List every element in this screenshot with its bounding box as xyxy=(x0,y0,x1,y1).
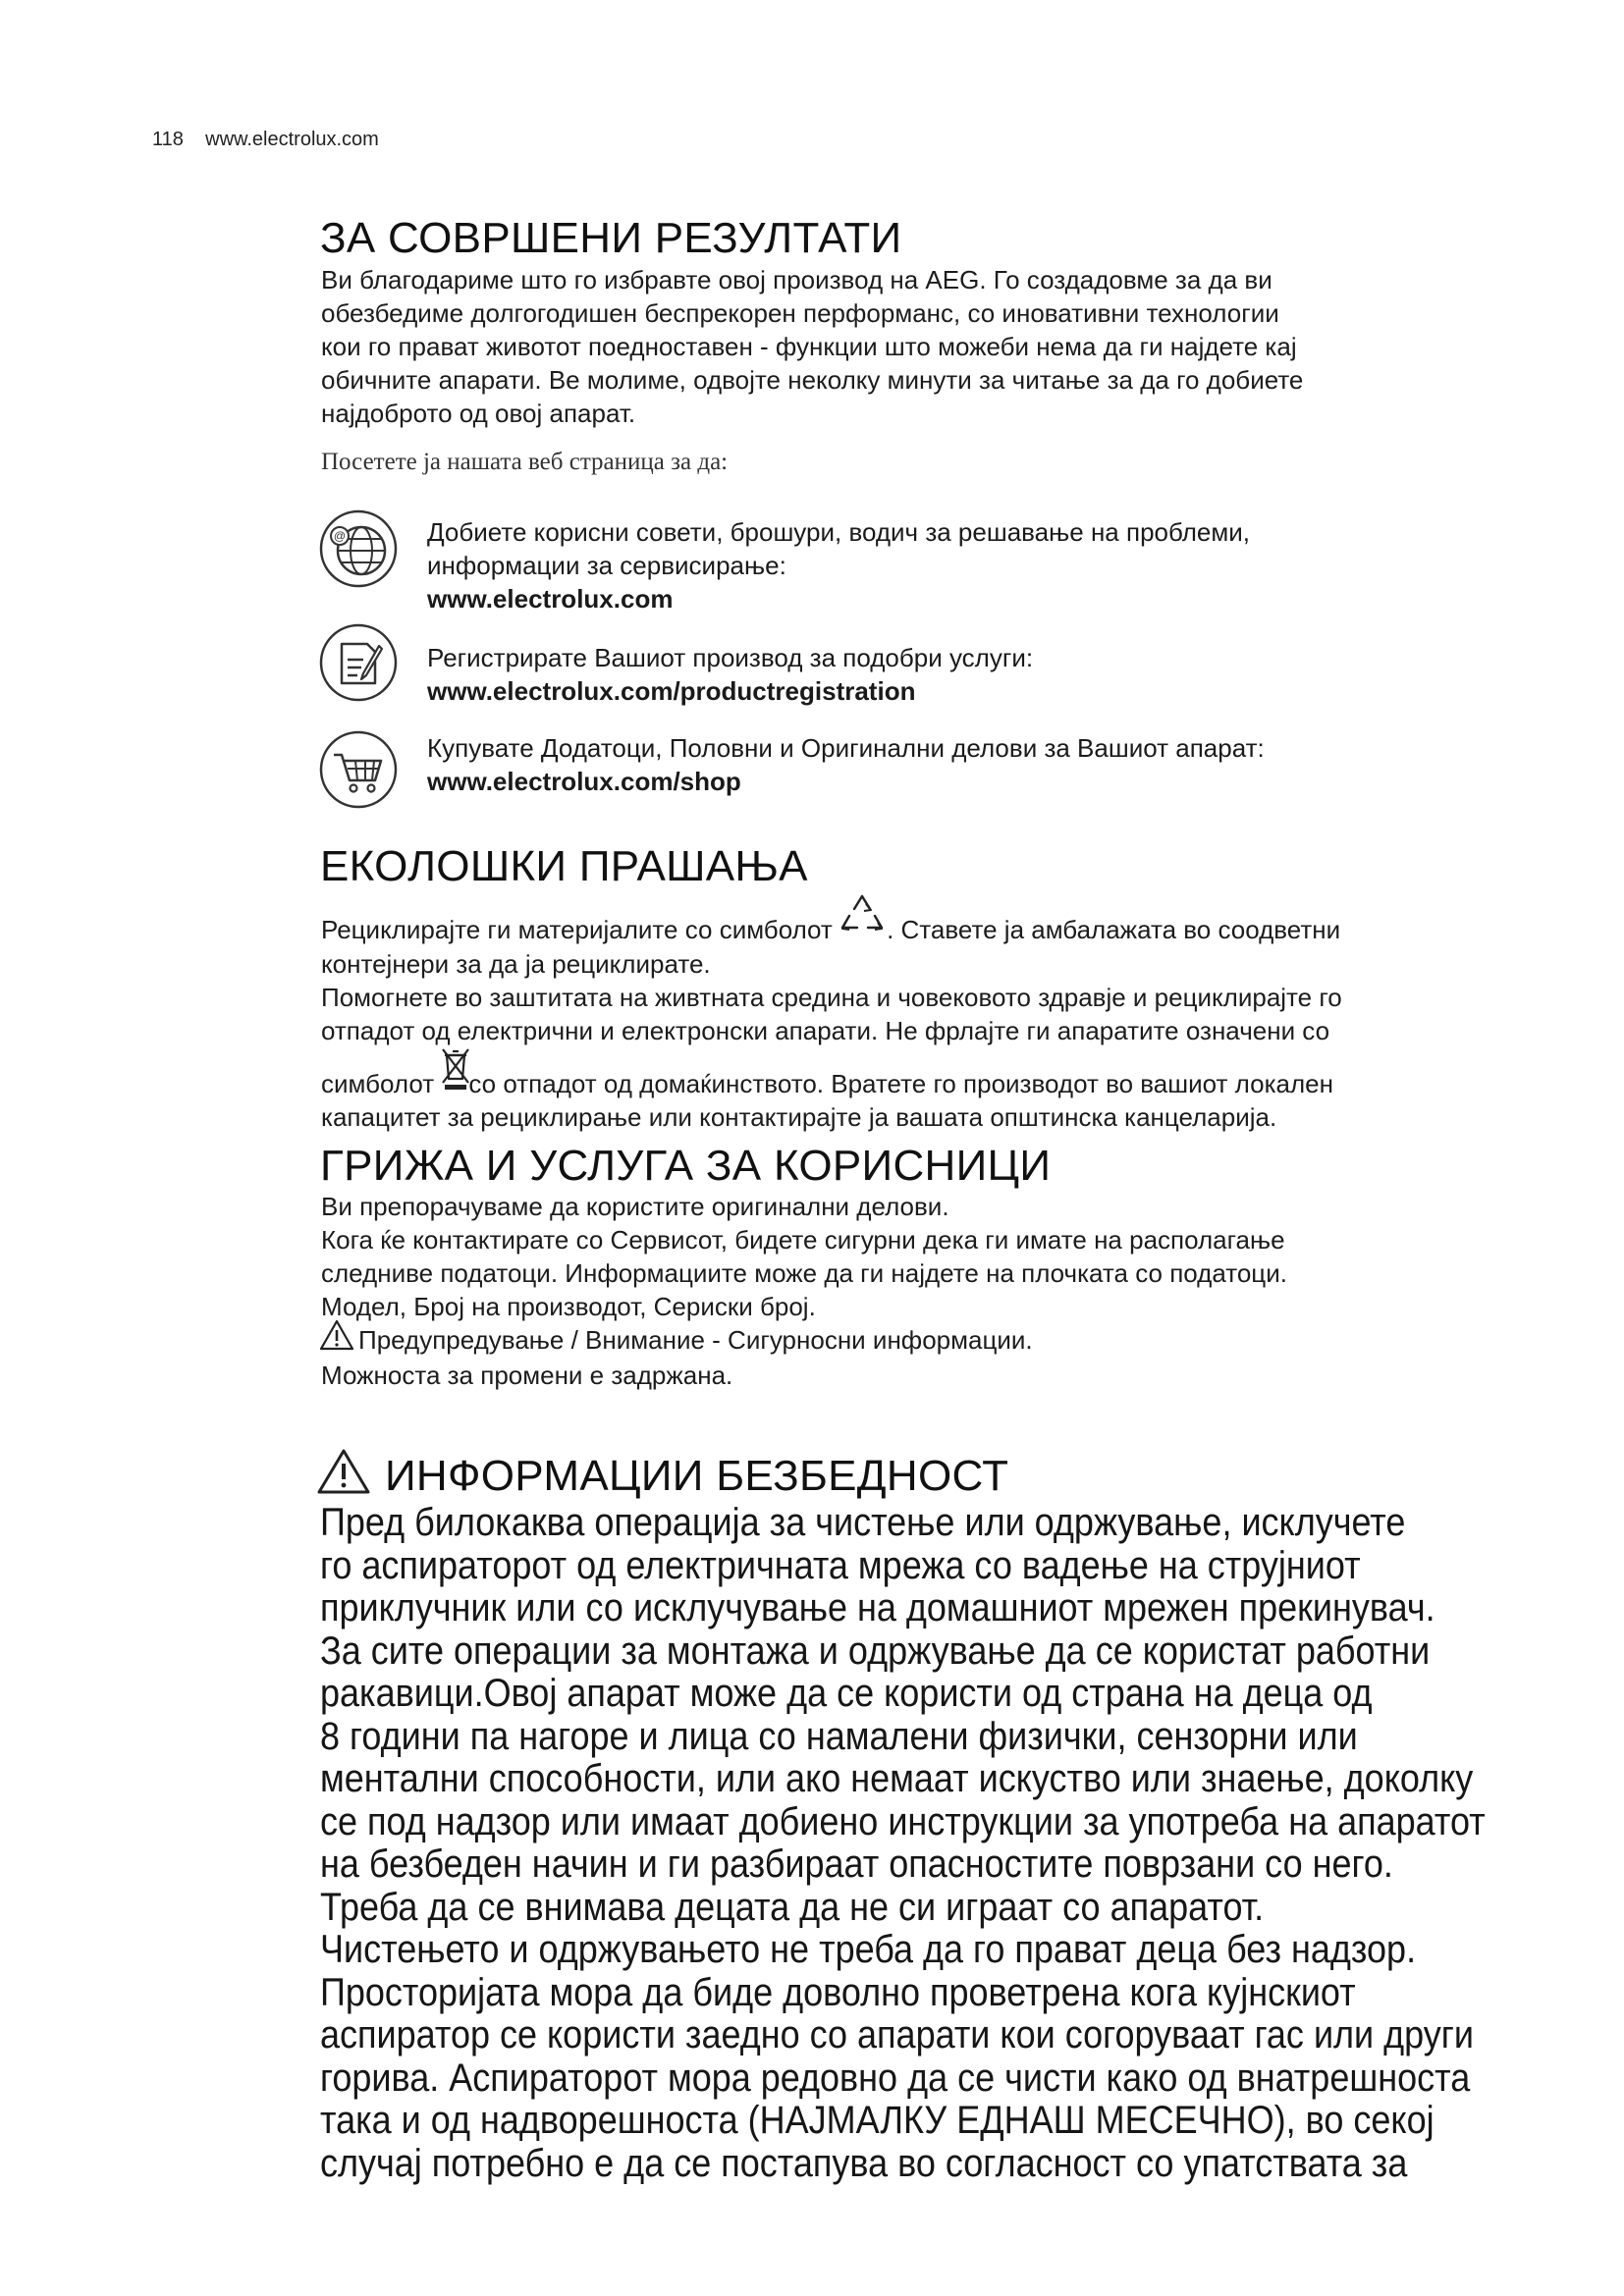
safety-line: се под надзор или имаат добиено инструкции за употреба на апаратот xyxy=(320,1799,1486,1843)
section-title-environment: ЕКОЛОШКИ ПРАШАЊА xyxy=(320,842,808,890)
link-row-registration xyxy=(427,641,1033,708)
env-text: контејнери за да ја рециклирате. xyxy=(321,949,711,980)
env-text: со отпадот од домаќинството. Вратете го производот во вашиот локален xyxy=(468,1069,1333,1099)
section-title-perfect-results: ЗА СОВРШЕНИ РЕЗУЛТАТИ xyxy=(320,214,902,262)
globe-icon xyxy=(318,508,399,594)
intro-line: обичните апарати. Ве молиме, одвојте неколку минути за читање за да го добиете xyxy=(321,365,1304,395)
warning-icon xyxy=(319,1319,354,1359)
header-website[interactable]: www.electrolux.com xyxy=(205,129,379,150)
intro-line: Ви благодариме што го избравте овој производ на AEG. Го создадовме за да ви xyxy=(321,265,1272,294)
link-description: Купувате Додатоци, Половни и Оригинални делови за Вашиот апарат: xyxy=(427,733,1265,763)
website-link[interactable]: www.electrolux.com xyxy=(427,584,674,614)
safety-line: случај потребно е да се постапува во согласност со упатствата за xyxy=(320,2141,1408,2185)
safety-line: така и од надворешноста (НАЈМАЛКУ ЕДНАШ МЕСЕЧНО), во секој xyxy=(320,2099,1435,2142)
recycle-icon xyxy=(838,890,887,947)
safety-line: горива. Аспираторот мора редовно да се чисти како од внатрешноста xyxy=(320,2056,1471,2100)
link-row-shop xyxy=(427,731,1265,798)
safety-line: 8 години па нагоре и лица со намалени физички, сензорни или xyxy=(320,1714,1358,1758)
safety-warning-icon xyxy=(316,1448,371,1500)
intro-line: кои го прават животот поедноставен - функции што можеби нема да ги најдете кај xyxy=(321,332,1297,361)
env-text: Помогнете во заштитата на живтната средина и човековото здравје и рециклирајте го xyxy=(321,983,1342,1013)
page-header xyxy=(152,129,379,151)
safety-line: ракавици.Овој апарат може да се користи од страна на деца од xyxy=(320,1672,1373,1715)
environment-paragraph xyxy=(321,913,1342,1134)
link-description: информации за сервисирање: xyxy=(427,551,786,580)
section-title-customer-care: ГРИЖА И УСЛУГА ЗА КОРИСНИЦИ xyxy=(320,1142,1052,1190)
registration-icon xyxy=(318,622,399,708)
safety-line: ментални способности, или ако немаат искуство или знаење, доколку xyxy=(320,1757,1474,1800)
env-text: Рециклирајте ги материјалите со симболот xyxy=(321,915,833,944)
safety-line: на безбеден начин и ги разбираат опасностите поврзани со него. xyxy=(320,1842,1393,1886)
section-title-safety: ИНФОРМАЦИИ БЕЗБЕДНОСТ xyxy=(385,1452,1009,1500)
care-text: Можноста за промени е задржана. xyxy=(321,1361,733,1391)
link-description: Добиете корисни совети, брошури, водич за решавање на проблеми, xyxy=(427,517,1250,547)
link-row-website xyxy=(427,515,1250,615)
env-text: отпадот од електрични и електронски апарати. Не фрлајте ги апаратите означени со xyxy=(321,1016,1330,1046)
safety-line: Пред билокаква операција за чистење или одржување, исклучете xyxy=(320,1501,1406,1544)
env-text: симболот xyxy=(321,1069,435,1099)
shop-link[interactable]: www.electrolux.com/shop xyxy=(427,767,741,796)
safety-line: приклучник или со исклучување на домашниот мрежен прекинувач. xyxy=(320,1586,1435,1629)
link-description: Регистрирате Вашиот производ за подобри услуги: xyxy=(427,643,1034,672)
safety-line: Треба да се внимава децата да не си играат со апаратот. xyxy=(320,1885,1265,1929)
page-number: 118 xyxy=(152,129,184,150)
safety-paragraph xyxy=(320,1502,1486,2185)
safety-line: Просторијата мора да биде доволно проветрена кога кујнскиот xyxy=(320,1970,1356,2014)
intro-line: обезбедиме долгогодишен беспрекорен перформанс, со иновативни технологии xyxy=(321,298,1279,328)
care-text: Кога ќе контактирате со Сервисот, бидете сигурни дека ги имате на располагање xyxy=(321,1225,1285,1255)
shopping-cart-icon xyxy=(318,729,399,815)
safety-line: аспиратор се користи заедно со апарати кои согоруваат гас или други xyxy=(320,2013,1475,2056)
care-text: следниве податоци. Информациите може да ги најдете на плочката со податоци. xyxy=(321,1258,1287,1288)
intro-paragraph xyxy=(321,263,1303,430)
safety-line: Чистењето и одржувањето не треба да го прават деца без надзор. xyxy=(320,1928,1417,1971)
care-text: Модел, Број на производот, Сериски број. xyxy=(321,1292,816,1321)
safety-line: го аспираторот од електричната мрежа со вадење на струјниот xyxy=(320,1543,1361,1587)
care-text: Ви препорачуваме да користите оригинални делови. xyxy=(321,1192,949,1221)
visit-website-text: Посетете ја нашата веб страница за да: xyxy=(321,449,729,475)
env-text: капацитет за рециклирање или контактирајте ја вашата општинска канцеларија. xyxy=(321,1102,1277,1133)
customer-care-paragraph xyxy=(321,1190,1287,1392)
safety-line: За сите операции за монтажа и одржување да се користат работни xyxy=(320,1629,1431,1673)
registration-link[interactable]: www.electrolux.com/productregistration xyxy=(427,676,916,706)
care-text: Предупредување / Внимание - Сигурносни информации. xyxy=(358,1325,1033,1355)
svg-text:@: @ xyxy=(333,529,347,543)
intro-line: најдоброто од овој апарат. xyxy=(321,399,636,428)
env-text: . Ставете ја амбалажата во соодветни xyxy=(887,915,1341,944)
